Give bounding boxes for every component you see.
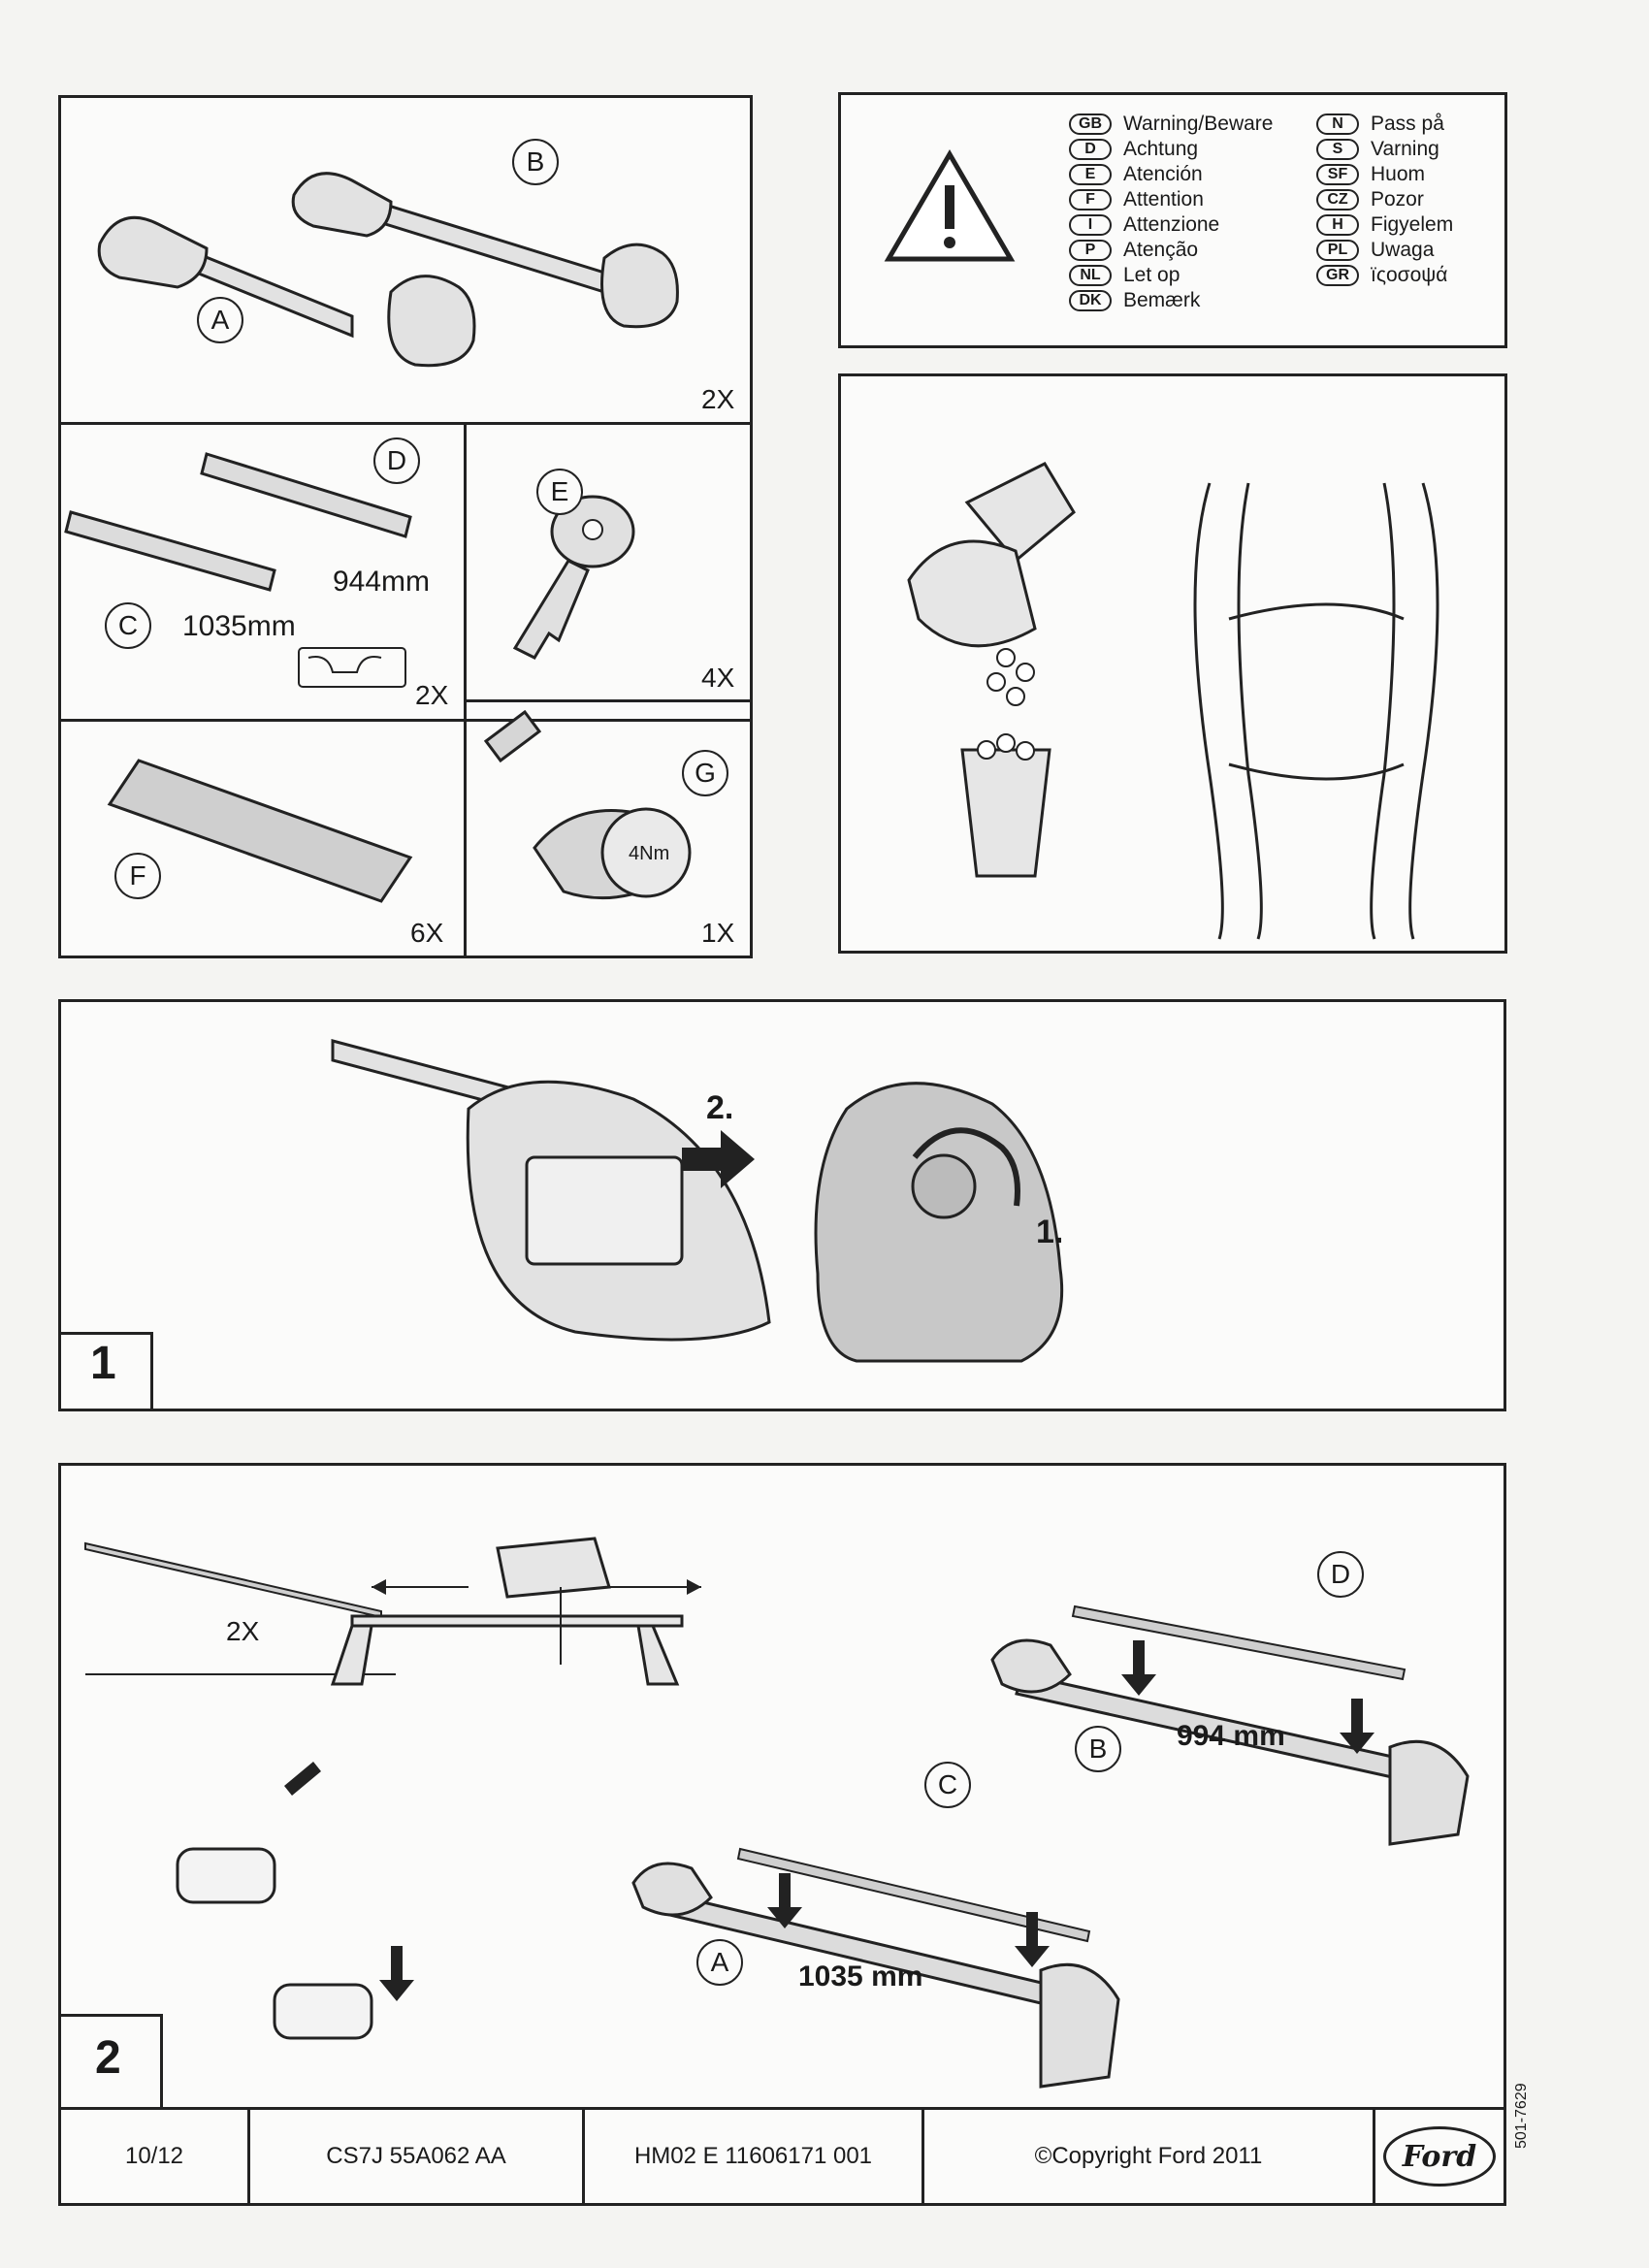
label-a: A [197,297,243,343]
qty-keys: 4X [701,663,735,693]
language-code-badge: GB [1069,113,1112,135]
side-code: 501-7629 [1513,2083,1530,2149]
label-d: D [373,437,420,484]
qty-bars: 2X [701,384,735,414]
warning-item [1316,113,1444,136]
language-code-badge: PL [1316,240,1359,261]
warning-text: Achtung [1123,138,1199,160]
language-code-badge: DK [1069,290,1112,311]
step2-panel [58,1463,1506,2111]
warning-item [1316,138,1439,161]
label-g: G [682,750,728,796]
step2-number: 2 [95,2032,121,2084]
step2-label-d: D [1317,1551,1364,1598]
language-code-badge: D [1069,139,1112,160]
language-code-badge: H [1316,214,1359,236]
step2-label-b: B [1075,1726,1121,1772]
language-code-badge: NL [1069,265,1112,286]
warning-text: ïςοσοψά [1371,264,1448,286]
end-strip-illustration [61,722,464,957]
warning-text: Attention [1123,188,1204,211]
length-front: 1035 mm [798,1960,923,1993]
warning-text: Pozor [1371,188,1424,211]
warning-item [1069,289,1200,312]
warning-text: Let op [1123,264,1180,286]
step1-label-1: 1. [1036,1214,1064,1250]
language-code-badge: F [1069,189,1112,211]
step1-number: 1 [90,1338,116,1389]
warning-text: Varning [1371,138,1439,160]
label-e: E [536,469,583,515]
label-b: B [512,139,559,185]
warning-text: Figyelem [1371,213,1454,236]
ford-logo [1375,2110,1504,2203]
language-code-badge: I [1069,214,1112,236]
length-d: 944mm [333,566,431,598]
warning-text: Bemærk [1123,289,1201,311]
step2-label-a: A [696,1939,743,1986]
warning-item [1069,239,1198,262]
warning-text: Pass på [1371,113,1444,135]
warning-item [1069,138,1198,161]
footer [58,2107,1506,2206]
warning-item [1316,239,1434,262]
key-illustration [467,425,750,699]
footer-part-no: CS7J 55A062 AA [250,2110,585,2203]
length-c: 1035mm [182,610,296,642]
language-code-badge: SF [1316,164,1359,185]
warning-item [1069,188,1204,211]
ford-oval: Ford [1383,2126,1496,2187]
label-c: C [105,602,151,649]
warning-item [1069,113,1273,136]
step2-illustration [61,1466,1506,2111]
car-illustration [841,376,1504,951]
warning-text: Attenzione [1123,213,1220,236]
footer-doc-no: HM02 E 11606171 001 [585,2110,924,2203]
warning-item [1069,264,1180,287]
warning-item [1069,213,1219,237]
language-code-badge: P [1069,240,1112,261]
step1-foot-illustration [61,1002,1506,1409]
warning-item [1316,188,1424,211]
warning-item [1316,213,1453,237]
warning-text: Warning/Beware [1123,113,1274,135]
warning-item [1069,163,1203,186]
footer-copyright: ©Copyright Ford 2011 [924,2110,1375,2203]
qty-tool: 1X [701,918,735,948]
language-code-badge: S [1316,139,1359,160]
step1-panel [58,999,1506,1411]
roof-bars-illustration [61,98,750,422]
warning-item [1316,163,1425,186]
footer-date: 10/12 [61,2110,250,2203]
qty-clip: 2X [415,680,449,710]
step1-label-2: 2. [706,1089,734,1126]
warning-item [1316,264,1447,287]
warning-text: Atenção [1123,239,1199,261]
step2-label-c: C [924,1762,971,1808]
warning-text: Atención [1123,163,1203,185]
warning-text: Uwaga [1371,239,1435,261]
torque-value: 4Nm [629,843,670,864]
language-code-badge: GR [1316,265,1359,286]
car-hazard-panel [838,373,1507,954]
step2-qty: 2X [226,1616,260,1646]
warning-text: Huom [1371,163,1426,185]
language-code-badge: CZ [1316,189,1359,211]
parts-panel [58,95,753,958]
language-code-badge: N [1316,113,1359,135]
length-rear: 994 mm [1177,1720,1285,1752]
label-f: F [114,853,161,899]
language-code-badge: E [1069,164,1112,185]
warning-panel [838,92,1507,348]
warning-triangle-icon [885,148,1016,265]
qty-strips: 6X [410,918,444,948]
